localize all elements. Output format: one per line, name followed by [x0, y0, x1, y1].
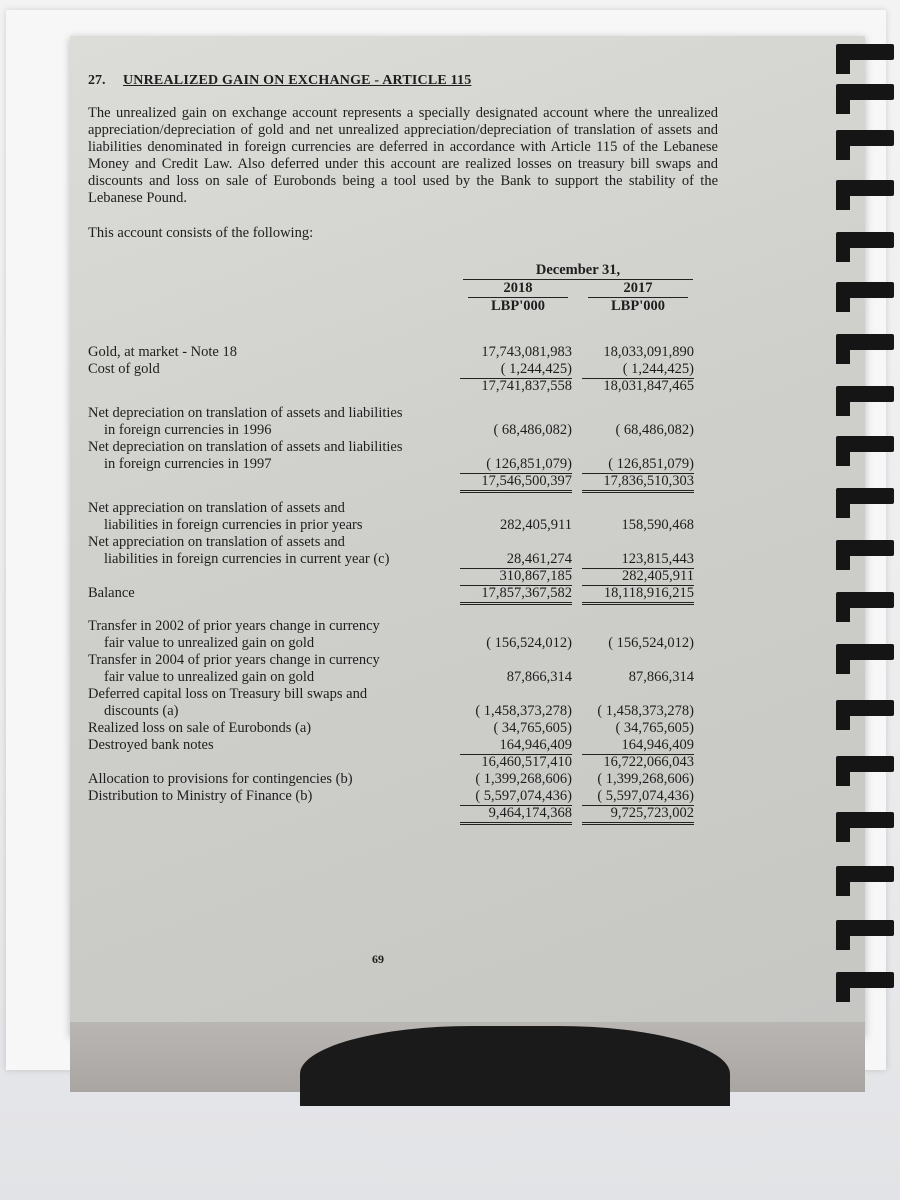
value-2018: ( 1,458,373,278): [475, 703, 572, 719]
value-2017: ( 1,244,425): [582, 361, 694, 379]
table-row: [88, 618, 718, 635]
row-label: Allocation to provisions for contingencies (b): [88, 771, 353, 787]
table-row: [88, 703, 718, 720]
value-2018: 17,743,081,983: [481, 344, 572, 360]
value-2018: 17,741,837,558: [481, 378, 572, 394]
value-2018: ( 156,524,012): [486, 635, 572, 651]
value-2017: ( 68,486,082): [615, 422, 694, 438]
value-2018: 16,460,517,410: [481, 754, 572, 770]
binder-ring: [836, 232, 894, 248]
value-2017: ( 34,765,605): [615, 720, 694, 736]
value-2017: 158,590,468: [621, 517, 694, 533]
row-label: Cost of gold: [88, 361, 160, 377]
binder-ring: [836, 540, 894, 556]
binder-ring: [836, 812, 894, 828]
table-row: [88, 788, 718, 805]
table-row: [88, 635, 718, 652]
value-2017: ( 1,458,373,278): [597, 703, 694, 719]
row-label: Gold, at market - Note 18: [88, 344, 237, 360]
value-2018: ( 1,244,425): [460, 361, 572, 379]
value-2017: ( 5,597,074,436): [582, 788, 694, 806]
table-row: [88, 551, 718, 568]
note-description: The unrealized gain on exchange account represents a specially designated account where the unrealized appreciation/depreciation of gold and net unrealized appreciation/depreciation of translation of assets and liabilities denominated in foreign currencies are deferred in accordance with Article 115 of the Lebanese Money and Credit Law. Also deferred under this account are realized losses on treasury bill swaps and discounts and loss on sale of Eurobonds being a tool used by the Bank to support the stability of the Lebanese Pound.: [88, 105, 718, 206]
table-row: [88, 805, 718, 822]
row-label: Transfer in 2002 of prior years change in currency: [88, 618, 380, 634]
value-2018: 28,461,274: [460, 551, 572, 569]
value-2017: 282,405,911: [582, 568, 694, 586]
table-row: [88, 422, 718, 439]
currency-2018-header: LBP'000: [491, 298, 545, 314]
value-2018: 17,857,367,582: [460, 585, 572, 605]
table-row: [88, 517, 718, 534]
table-row: [88, 500, 718, 517]
table-row: [88, 378, 718, 395]
row-label: Balance: [88, 585, 135, 601]
value-2017: 16,722,066,043: [603, 754, 694, 770]
table-row: [88, 686, 718, 703]
currency-2017-header: LBP'000: [611, 298, 665, 314]
binder-ring: [836, 756, 894, 772]
value-2017: 9,725,723,002: [582, 805, 694, 825]
value-2017: 87,866,314: [628, 669, 694, 685]
note-number: 27.: [88, 73, 106, 88]
row-label: discounts (a): [104, 703, 179, 719]
table-row: [88, 771, 718, 788]
note-heading: [88, 72, 718, 89]
table-row: [88, 361, 718, 378]
value-2018: ( 34,765,605): [493, 720, 572, 736]
period-header: December 31,: [463, 262, 693, 280]
value-2018: 310,867,185: [460, 568, 572, 586]
year-2018-header: 2018: [468, 280, 568, 298]
row-label: Net depreciation on translation of assets and liabilities: [88, 439, 403, 455]
page-number: 69: [372, 952, 384, 966]
table-row: [88, 439, 718, 456]
row-label: Distribution to Ministry of Finance (b): [88, 788, 313, 804]
value-2017: 164,946,409: [582, 737, 694, 755]
binder-ring: [836, 644, 894, 660]
value-2018: ( 126,851,079): [460, 456, 572, 474]
binder-ring: [836, 866, 894, 882]
table-row: [88, 754, 718, 771]
value-2017: ( 1,399,268,606): [597, 771, 694, 787]
row-label: Transfer in 2004 of prior years change in currency: [88, 652, 380, 668]
table-row: [88, 568, 718, 585]
row-label: Net appreciation on translation of assets and: [88, 534, 345, 550]
column-headers: [88, 262, 718, 328]
table-row: [88, 652, 718, 669]
value-2017: ( 126,851,079): [582, 456, 694, 474]
row-label: liabilities in foreign currencies in current year (c): [104, 551, 390, 567]
value-2018: 164,946,409: [460, 737, 572, 755]
binder-ring: [836, 84, 894, 100]
binder-ring: [836, 700, 894, 716]
table-row: [88, 737, 718, 754]
row-label: Net appreciation on translation of assets and: [88, 500, 345, 516]
value-2017: 123,815,443: [582, 551, 694, 569]
value-2018: 87,866,314: [506, 669, 572, 685]
table-row: [88, 669, 718, 686]
binder-ring: [836, 488, 894, 504]
row-label: liabilities in foreign currencies in prior years: [104, 517, 363, 533]
table-row: [88, 585, 718, 602]
row-label: Destroyed bank notes: [88, 737, 214, 753]
row-label: Net depreciation on translation of assets and liabilities: [88, 405, 403, 421]
binder-ring: [836, 972, 894, 988]
binder-ring: [836, 130, 894, 146]
row-label: Realized loss on sale of Eurobonds (a): [88, 720, 312, 736]
row-label: Deferred capital loss on Treasury bill swaps and: [88, 686, 368, 702]
note-content: [88, 72, 718, 822]
value-2017: 17,836,510,303: [582, 473, 694, 493]
value-2017: 18,033,091,890: [603, 344, 694, 360]
value-2018: 282,405,911: [500, 517, 572, 533]
value-2018: 9,464,174,368: [460, 805, 572, 825]
value-2018: ( 1,399,268,606): [475, 771, 572, 787]
value-2018: 17,546,500,397: [460, 473, 572, 493]
table-row: [88, 473, 718, 490]
value-2018: ( 5,597,074,436): [460, 788, 572, 806]
table-row: [88, 405, 718, 422]
foreground-object: [300, 1026, 730, 1106]
value-2017: 18,118,916,215: [582, 585, 694, 605]
binder-ring: [836, 282, 894, 298]
binder-ring: [836, 920, 894, 936]
note-intro: This account consists of the following:: [88, 225, 314, 241]
binder-ring: [836, 44, 894, 60]
binder-ring: [836, 436, 894, 452]
value-2017: ( 156,524,012): [608, 635, 694, 651]
row-label: fair value to unrealized gain on gold: [104, 635, 315, 651]
note-title: UNREALIZED GAIN ON EXCHANGE - ARTICLE 115: [123, 73, 472, 88]
table-row: [88, 344, 718, 361]
binder-ring: [836, 334, 894, 350]
binder-ring: [836, 592, 894, 608]
row-label: in foreign currencies in 1997: [104, 456, 272, 472]
table-row: [88, 534, 718, 551]
row-label: fair value to unrealized gain on gold: [104, 669, 315, 685]
row-label: in foreign currencies in 1996: [104, 422, 272, 438]
binder-ring: [836, 180, 894, 196]
table-row: [88, 456, 718, 473]
table-row: [88, 720, 718, 737]
value-2017: 18,031,847,465: [603, 378, 694, 394]
value-2018: ( 68,486,082): [493, 422, 572, 438]
year-2017-header: 2017: [588, 280, 688, 298]
binder-ring: [836, 386, 894, 402]
